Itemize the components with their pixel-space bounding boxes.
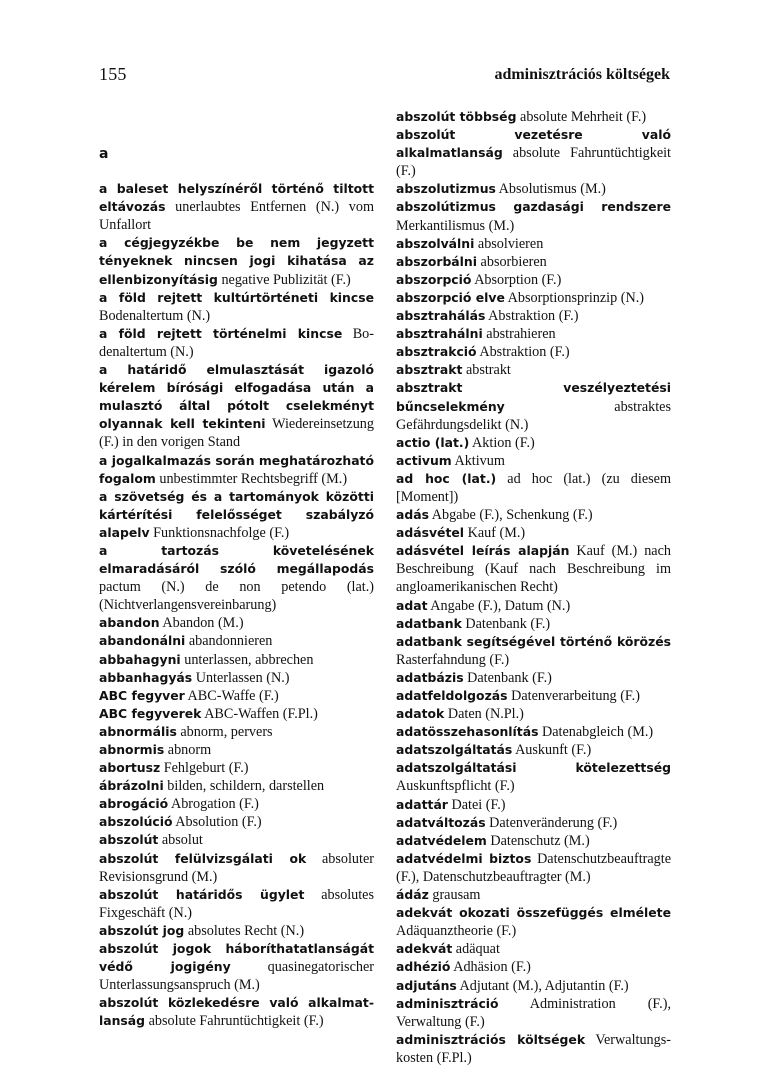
entry-translation: Abstraktion (F.) [479, 344, 570, 361]
entry-translation: Kauf (M.) nach Beschreibung (Kauf nach Beschreibung im angloamerikanischen Recht) [396, 543, 671, 596]
entry-headword: ad hoc (lat.) [396, 470, 497, 486]
entry-translation: Funktionsnachfolge (F.) [153, 524, 290, 541]
entry-headword: abszolút közlekedésre való alkalmatlanság [99, 995, 374, 1029]
dictionary-entry [396, 180, 671, 198]
entry-translation: Datenabgleich (M.) [542, 724, 654, 741]
dictionary-entry [396, 814, 671, 832]
dictionary-entry [99, 886, 374, 922]
entry-headword: abszorbálni [396, 253, 477, 269]
entry-headword: ádáz [396, 887, 429, 903]
entry-translation: Datenbank (F.) [467, 669, 552, 686]
entry-headword: adatváltozás [396, 814, 486, 830]
entry-headword: adatbank [396, 615, 462, 631]
entry-headword: adat [396, 597, 428, 613]
entry-translation: grausam [432, 887, 481, 904]
entry-headword: adatfeldolgozás [396, 688, 508, 703]
entry-headword: a jogalkalmazás során meghatározható fogalom [99, 452, 374, 486]
entry-headword: abszolúció [99, 814, 173, 830]
dictionary-entry [396, 687, 671, 705]
entry-translation: Adhäsion (F.) [453, 959, 531, 976]
entry-translation: Daten (N.Pl.) [447, 706, 524, 723]
dictionary-entry [396, 126, 671, 180]
entry-translation: Verwaltungskosten (F.Pl.) [396, 1031, 671, 1066]
entry-headword: absztrakció [396, 344, 477, 360]
entry-headword: a baleset helyszínéről történő tiltott eltávozás [99, 181, 374, 215]
entry-translation: Bodenaltertum (N.) [99, 325, 374, 360]
dictionary-entry [99, 777, 374, 795]
entry-headword: abszolút felülvizsgálati ok [99, 850, 307, 866]
entry-headword: absztrahálás [396, 308, 486, 324]
dictionary-entry [396, 343, 671, 361]
entry-translation: bilden, schildern, darstellen [167, 778, 325, 795]
entry-headword: adatvédelem [396, 832, 487, 848]
entry-translation: pactum (N.) de non petendo (lat.) (Nichtverlangensvereinbarung) [99, 579, 374, 614]
dictionary-entry [99, 289, 374, 325]
dictionary-entry [396, 289, 671, 307]
entry-headword: adminisztrációs költségek [396, 1031, 586, 1047]
dictionary-entry [396, 235, 671, 253]
entry-headword: abnormis [99, 742, 165, 757]
entry-headword: adás [396, 507, 429, 523]
entry-headword: a cégjegyzékbe be nem jegyzett tényeknek nincsen jogi kihatása az ellenbizonyításig [99, 235, 374, 287]
entry-headword: a határidő elmulasztását igazoló kérelem bírósági elfogadása után a mulasztó által pótolt cselekményt olyannak kell tekinteni [99, 362, 374, 432]
entry-translation: adäquat [455, 941, 500, 958]
entry-translation: Absolution (F.) [175, 814, 262, 831]
entry-translation: Bodenaltertum (N.) [99, 307, 211, 324]
entry-translation: Fehlgeburt (F.) [163, 760, 249, 777]
left-column [99, 108, 374, 1031]
entry-headword: adatvédelmi biztos [396, 850, 532, 866]
dictionary-entry [396, 253, 671, 271]
dictionary-entry [396, 886, 671, 904]
dictionary-entry [99, 687, 374, 705]
entry-translation: absolutes Recht (N.) [187, 922, 305, 939]
entry-headword: abszolút [99, 832, 159, 848]
entry-translation: absolute Fahruntüchtigkeit (F.) [148, 1013, 324, 1030]
entry-headword: abbahagyni [99, 651, 181, 667]
dictionary-entry [396, 470, 671, 506]
entry-translation: absolvieren [477, 235, 544, 252]
entry-headword: a tartozás követelésének elmaradásáról szóló megállapodás [99, 542, 374, 577]
entry-headword: abandonálni [99, 633, 186, 649]
entry-headword: absztrakt veszélyeztetési bűncselekmény [396, 380, 671, 414]
entry-translation: Datenverarbeitung (F.) [511, 688, 640, 704]
dictionary-entry [99, 831, 374, 849]
entry-translation: ad hoc (lat.) (zu diesem [Moment]) [396, 470, 671, 505]
entry-translation: abnorm [167, 742, 212, 758]
entry-headword: adattár [396, 796, 448, 812]
entry-translation: Datenbank (F.) [465, 615, 551, 632]
entry-translation: Administration (F.), Verwaltung (F.) [396, 995, 671, 1030]
entry-headword: a szövetség és a tartományok közötti kártérítési felelősséget szabályzó alapelv [99, 488, 374, 540]
right-column [396, 108, 671, 1067]
entry-headword: absztrahálni [396, 326, 483, 342]
entry-translation: Datenveränderung (F.) [489, 814, 618, 831]
dictionary-entry [396, 524, 671, 542]
entry-translation: Wiedereinsetzung (F.) in den vorigen Stand [99, 416, 374, 451]
dictionary-entry [396, 723, 671, 741]
entry-translation: unerlaubtes Entfernen (N.) vom Unfallort [99, 199, 375, 234]
dictionary-entry [396, 542, 671, 596]
dictionary-entry [99, 741, 374, 759]
entry-headword: abszolút határidős ügylet [99, 886, 305, 902]
entry-translation: ABC-Waffe (F.) [187, 687, 279, 704]
entry-headword: adatbank segítségével történő körözés [396, 633, 671, 649]
entry-headword: ábrázolni [99, 778, 164, 794]
entry-headword: abszolút többség [396, 109, 517, 124]
dictionary-entry [396, 669, 671, 687]
entry-headword: adatszolgáltatás [396, 742, 513, 758]
entry-headword: actio (lat.) [396, 434, 470, 450]
entry-translation: absolute Fahruntüchtigkeit (F.) [396, 145, 672, 180]
entry-translation: negative Publizität (F.) [221, 271, 351, 288]
dictionary-entry [99, 180, 374, 234]
entry-headword: adatok [396, 706, 445, 722]
left-entry-list [99, 180, 374, 1030]
entry-headword: activum [396, 452, 452, 468]
entry-headword: abrogáció [99, 796, 169, 812]
entry-headword: abszorpció elve [396, 289, 505, 305]
entry-translation: Adjutant (M.), Adjutantin (F.) [459, 977, 629, 994]
entry-translation: quasinegatorischer Unterlassungsanspruch (M.) [99, 959, 374, 994]
dictionary-entry [396, 379, 671, 433]
dictionary-entry [396, 850, 671, 886]
dictionary-entry [99, 361, 374, 451]
entry-translation: Merkantilismus (M.) [396, 217, 515, 234]
entry-translation: Abgabe (F.), Schenkung (F.) [431, 507, 593, 524]
dictionary-entry [396, 361, 671, 379]
entry-headword: abandon [99, 615, 160, 631]
entry-translation: Absolutismus (M.) [498, 181, 606, 198]
entry-headword: absztrakt [396, 362, 463, 378]
entry-translation: Abrogation (F.) [170, 796, 259, 813]
entry-translation: Abstraktion (F.) [488, 308, 579, 325]
letter-heading: a [99, 146, 109, 162]
entry-headword: ABC fegyver [99, 687, 185, 703]
entry-headword: ABC fegyverek [99, 705, 202, 721]
entry-translation: unterlassen, abbrechen [184, 651, 314, 668]
entry-headword: abszolút vezetésre való alkalmatlanság [396, 127, 671, 161]
dictionary-entry [99, 994, 374, 1030]
entry-headword: abortusz [99, 760, 161, 776]
entry-headword: adhézió [396, 959, 451, 975]
dictionary-entry [396, 506, 671, 524]
entry-translation: Abandon (M.) [162, 615, 244, 632]
dictionary-entry [396, 940, 671, 958]
right-entry-list [396, 108, 671, 1067]
entry-translation: abandonnieren [188, 633, 273, 650]
dictionary-entry [396, 108, 671, 126]
dictionary-entry [396, 434, 671, 452]
entry-headword: abszolút jogok háboríthatatlanságát védő jogigény [99, 941, 374, 975]
entry-headword: abbanhagyás [99, 669, 193, 685]
dictionary-entry [99, 234, 374, 288]
dictionary-entry [99, 723, 374, 741]
entry-translation: Absorption (F.) [474, 271, 562, 288]
dictionary-entry [99, 940, 374, 994]
entry-headword: abszolútizmus gazdasági rendszere [396, 199, 671, 215]
dictionary-entry [396, 633, 671, 669]
entry-translation: abstrakt [465, 362, 511, 379]
entry-headword: a föld rejtett kultúrtörténeti kincse [99, 289, 374, 305]
entry-translation: absorbieren [480, 253, 547, 270]
dictionary-entry [99, 813, 374, 831]
dictionary-entry [396, 198, 671, 234]
dictionary-entry [99, 325, 374, 361]
dictionary-entry [396, 705, 671, 723]
entry-translation: Rasterfahndung (F.) [396, 651, 510, 668]
entry-headword: a föld rejtett történelmi kincse [99, 325, 343, 341]
dictionary-entry [396, 325, 671, 343]
entry-translation: Unterlassen (N.) [195, 669, 290, 686]
entry-translation: Kauf (M.) [467, 525, 526, 542]
entry-translation: absoluter Revisionsgrund (M.) [99, 850, 374, 885]
dictionary-entry [396, 741, 671, 759]
dictionary-entry [99, 705, 374, 723]
entry-headword: abszorpció [396, 271, 472, 287]
dictionary-entry [99, 795, 374, 813]
dictionary-entry [99, 669, 374, 687]
entry-headword: adekvát okozati összefüggés elmélete [396, 905, 671, 921]
dictionary-entry [99, 850, 374, 886]
dictionary-entry [396, 958, 671, 976]
dictionary-entry [99, 452, 374, 488]
dictionary-entry [396, 452, 671, 470]
entry-translation: absolute Mehrheit (F.) [520, 109, 647, 125]
dictionary-entry [396, 796, 671, 814]
entry-translation: Absorptionsprinzip (N.) [507, 289, 644, 306]
page-number: 155 [99, 64, 127, 84]
entry-headword: adásvétel [396, 525, 465, 541]
entry-translation: ABC-Waffen (F.Pl.) [204, 705, 318, 722]
entry-translation: Adäquanztheorie (F.) [396, 923, 517, 940]
dictionary-entry [396, 1031, 671, 1067]
dictionary-entry [99, 542, 374, 614]
entry-headword: adjutáns [396, 977, 457, 993]
dictionary-entry [396, 995, 671, 1031]
entry-headword: abszolutizmus [396, 181, 496, 197]
entry-headword: abnormális [99, 723, 177, 739]
dictionary-entry [396, 977, 671, 995]
entry-headword: adminisztráció [396, 995, 499, 1011]
entry-translation: abstraktes Gefährdungsdelikt (N.) [396, 398, 671, 433]
entry-translation: abstrahieren [486, 326, 556, 343]
entry-headword: adásvétel leírás alapján [396, 543, 570, 559]
entry-translation: Angabe (F.), Datum (N.) [430, 597, 571, 614]
dictionary-entry [99, 922, 374, 940]
dictionary-entry [99, 759, 374, 777]
dictionary-entry [99, 488, 374, 542]
dictionary-entry [99, 651, 374, 669]
entry-translation: absolutes Fixgeschäft (N.) [99, 886, 375, 921]
dictionary-entry [99, 614, 374, 632]
entry-translation: absolut [161, 832, 203, 849]
entry-headword: adatösszehasonlítás [396, 724, 539, 740]
entry-translation: Aktion (F.) [472, 434, 535, 451]
entry-translation: Auskunft (F.) [515, 742, 592, 759]
entry-headword: adatszolgáltatási kötelezettség [396, 760, 671, 776]
dictionary-entry [396, 615, 671, 633]
entry-translation: Datei (F.) [451, 796, 506, 813]
dictionary-entry [396, 759, 671, 795]
running-head: adminisztrációs költségek [494, 66, 670, 83]
dictionary-entry [396, 832, 671, 850]
entry-headword: adatbázis [396, 669, 464, 685]
dictionary-entry [396, 307, 671, 325]
entry-translation: Datenschutzbeauftragte (F.), Datenschutzbeauftragter (M.) [396, 850, 671, 885]
entry-headword: adekvát [396, 941, 453, 957]
dictionary-entry [396, 597, 671, 615]
dictionary-entry [99, 632, 374, 650]
dictionary-entry [396, 271, 671, 289]
entry-translation: Aktivum [454, 452, 505, 469]
entry-headword: abszolválni [396, 235, 475, 251]
entry-translation: Auskunftspflicht (F.) [396, 778, 515, 795]
entry-translation: Datenschutz (M.) [490, 832, 590, 849]
entry-translation: abnorm, pervers [180, 723, 273, 740]
entry-translation: unbestimmter Rechtsbegriff (M.) [159, 470, 348, 487]
dictionary-entry [396, 904, 671, 940]
entry-headword: abszolút jog [99, 922, 185, 938]
